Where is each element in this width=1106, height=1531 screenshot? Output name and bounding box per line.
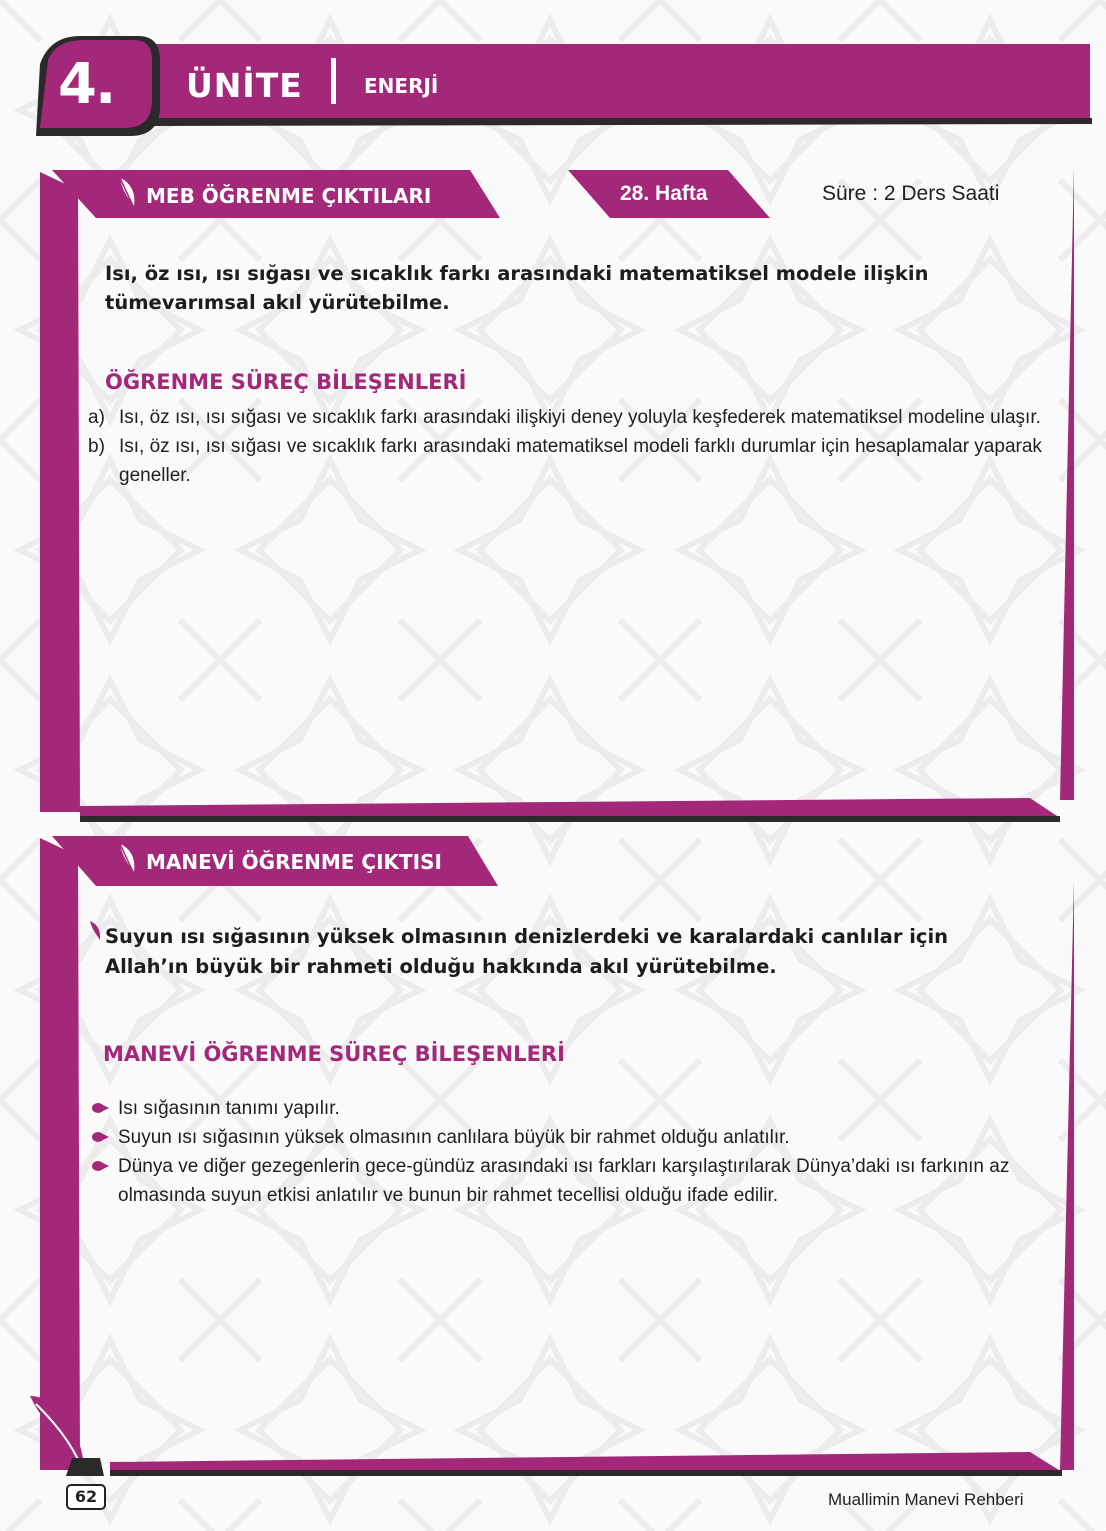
bullet-icon (92, 1161, 104, 1171)
duration-label: Süre : 2 Ders Saati (822, 182, 1000, 205)
unit-number: 4. (58, 52, 115, 117)
manevi-components-title: MANEVİ ÖĞRENME SÜREÇ BİLEŞENLERİ (103, 1042, 565, 1066)
feather-icon (116, 176, 138, 210)
manevi-outcome-title: MANEVİ ÖĞRENME ÇIKTISI (146, 850, 442, 874)
page-number: 62 (66, 1484, 106, 1510)
unit-label: ÜNİTE (186, 66, 303, 105)
bullet-icon (92, 1103, 104, 1113)
feather-icon (88, 920, 102, 942)
item-text: Dünya ve diğer gezegenlerin gece-gündüz arasındaki ısı farkları karşılaştırılarak Dünya’daki ısı farkının az olmasında suyun etkisi anlatılır ve bunun bir rahmet tecellisi olduğu ifade edilir. (118, 1156, 1010, 1206)
list-item (92, 1094, 1042, 1123)
item-text: Isı, öz ısı, ısı sığası ve sıcaklık farkı arasındaki matematiksel modeli farklı durumlar için hesaplamalar yaparak geneller. (119, 436, 1042, 486)
book-title: Muallimin Manevi Rehberi (828, 1490, 1024, 1509)
list-item (92, 1123, 1042, 1152)
unit-name: ENERJİ (364, 74, 439, 98)
item-text: Isı, öz ısı, ısı sığası ve sıcaklık farkı arasındaki ilişkiyi deney yoluyla keşfederek matematiksel modeline ulaşır. (119, 407, 1041, 428)
item-marker: b) (88, 436, 105, 457)
manevi-outcome-text: Suyun ısı sığasının yüksek olmasının denizlerdeki ve karalardaki canlılar için Allah’ın büyük bir rahmeti olduğu hakkında akıl yürütebilme. (105, 925, 949, 978)
header-divider (331, 58, 336, 104)
list-item (88, 432, 1048, 490)
process-components-title: ÖĞRENME SÜREÇ BİLEŞENLERİ (105, 370, 467, 394)
item-text: Isı sığasının tanımı yapılır. (118, 1098, 340, 1119)
meb-outcomes-title: MEB ÖĞRENME ÇIKTILARI (146, 184, 432, 208)
bullet-icon (92, 1132, 104, 1142)
meb-outcome-text: Isı, öz ısı, ısı sığası ve sıcaklık farkı arasındaki matematiksel modele ilişkin tümevarımsal akıl yürütebilme. (105, 262, 929, 314)
item-marker: a) (88, 407, 105, 428)
list-item (92, 1152, 1042, 1210)
manevi-components-list (92, 1094, 1042, 1210)
feather-icon (116, 842, 138, 876)
list-item (88, 403, 1048, 432)
process-components-list (88, 403, 1048, 490)
item-text: Suyun ısı sığasının yüksek olmasının canlılara büyük bir rahmet olduğu anlatılır. (118, 1127, 790, 1148)
week-label: 28. Hafta (620, 182, 708, 205)
